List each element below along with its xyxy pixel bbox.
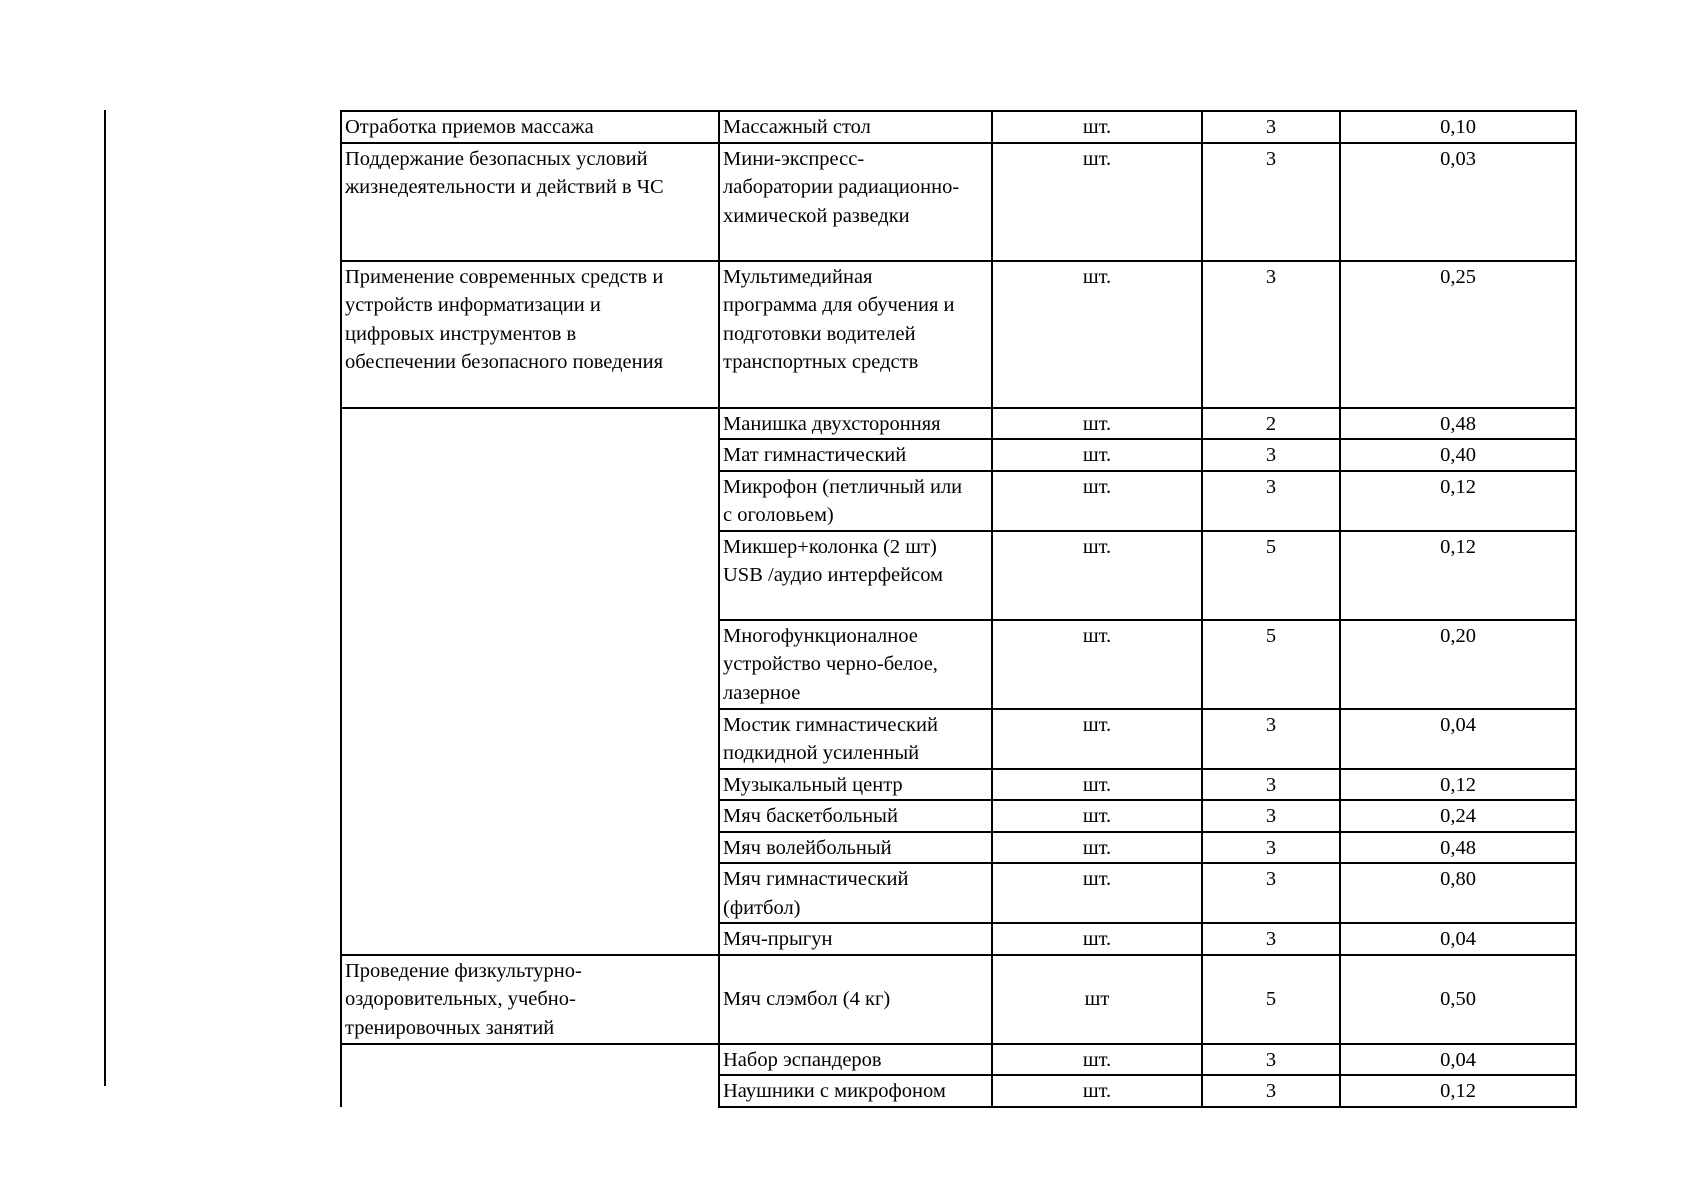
quantity-cell: 3 (1202, 832, 1340, 864)
quantity-cell: 3 (1202, 1044, 1340, 1076)
quantity-cell: 3 (1202, 800, 1340, 832)
unit-cell: шт. (992, 923, 1202, 955)
item-cell: Мультимедийная программа для обучения и подготовки водителей транспортных средств (719, 261, 992, 408)
norm-cell: 0,40 (1340, 439, 1576, 471)
unit-cell: шт. (992, 471, 1202, 531)
item-cell: Манишка двухсторонняя (719, 408, 992, 440)
item-cell: Многофункционалное устройство черно-белое, лазерное (719, 620, 992, 709)
quantity-cell: 3 (1202, 923, 1340, 955)
norm-cell: 0,80 (1340, 863, 1576, 923)
table-row (341, 143, 1576, 261)
quantity-cell: 3 (1202, 261, 1340, 408)
item-cell: Микрофон (петличный или с оголовьем) (719, 471, 992, 531)
item-cell: Музыкальный центр (719, 769, 992, 801)
quantity-cell: 5 (1202, 620, 1340, 709)
unit-cell: шт. (992, 1075, 1202, 1107)
unit-cell: шт. (992, 832, 1202, 864)
norm-cell: 0,48 (1340, 408, 1576, 440)
quantity-cell: 3 (1202, 1075, 1340, 1107)
norm-cell: 0,03 (1340, 143, 1576, 261)
item-cell: Мяч волейбольный (719, 832, 992, 864)
unit-cell: шт. (992, 1044, 1202, 1076)
activity-cell: Отработка приемов массажа (341, 111, 719, 143)
unit-cell: шт. (992, 769, 1202, 801)
norm-cell: 0,12 (1340, 769, 1576, 801)
item-cell: Мяч слэмбол (4 кг) (719, 955, 992, 1044)
norm-cell: 0,25 (1340, 261, 1576, 408)
equipment-table (340, 110, 1577, 1108)
item-cell: Мостик гимнастический подкидной усиленный (719, 709, 992, 769)
quantity-cell: 3 (1202, 111, 1340, 143)
unit-cell: шт. (992, 261, 1202, 408)
activity-cell: Проведение физкультурно- оздоровительных, учебно- тренировочных занятий (341, 955, 719, 1044)
activity-cell-empty (341, 1044, 719, 1107)
quantity-cell: 3 (1202, 709, 1340, 769)
activity-cell: Применение современных средств и устройств информатизации и цифровых инструментов в обеспечении безопасного поведения (341, 261, 719, 408)
norm-cell: 0,12 (1340, 471, 1576, 531)
quantity-cell: 3 (1202, 769, 1340, 801)
norm-cell: 0,20 (1340, 620, 1576, 709)
activity-cell: Поддержание безопасных условий жизнедеятельности и действий в ЧС (341, 143, 719, 261)
unit-cell: шт. (992, 531, 1202, 620)
item-cell: Микшер+колонка (2 шт) USB /аудио интерфейсом (719, 531, 992, 620)
unit-cell: шт. (992, 800, 1202, 832)
item-cell: Массажный стол (719, 111, 992, 143)
norm-cell: 0,10 (1340, 111, 1576, 143)
norm-cell: 0,12 (1340, 1075, 1576, 1107)
table-row (341, 111, 1576, 143)
item-cell: Мат гимнастический (719, 439, 992, 471)
item-cell: Набор эспандеров (719, 1044, 992, 1076)
norm-cell: 0,04 (1340, 923, 1576, 955)
norm-cell: 0,12 (1340, 531, 1576, 620)
norm-cell: 0,24 (1340, 800, 1576, 832)
table-row (341, 1044, 1576, 1076)
left-margin-rule (104, 110, 106, 1086)
quantity-cell: 5 (1202, 531, 1340, 620)
activity-cell-empty (341, 408, 719, 955)
table-row (341, 955, 1576, 1044)
unit-cell: шт. (992, 439, 1202, 471)
unit-cell: шт. (992, 111, 1202, 143)
item-cell: Мини-экспресс- лаборатории радиационно- химической разведки (719, 143, 992, 261)
item-cell: Мяч баскетбольный (719, 800, 992, 832)
norm-cell: 0,50 (1340, 955, 1576, 1044)
table-row (341, 261, 1576, 408)
item-cell: Наушники с микрофоном (719, 1075, 992, 1107)
norm-cell: 0,48 (1340, 832, 1576, 864)
item-cell: Мяч гимнастический (фитбол) (719, 863, 992, 923)
unit-cell: шт. (992, 408, 1202, 440)
unit-cell: шт. (992, 143, 1202, 261)
quantity-cell: 2 (1202, 408, 1340, 440)
unit-cell: шт. (992, 863, 1202, 923)
quantity-cell: 3 (1202, 143, 1340, 261)
unit-cell: шт. (992, 620, 1202, 709)
quantity-cell: 3 (1202, 471, 1340, 531)
table-row (341, 408, 1576, 440)
quantity-cell: 3 (1202, 863, 1340, 923)
unit-cell: шт (992, 955, 1202, 1044)
norm-cell: 0,04 (1340, 709, 1576, 769)
unit-cell: шт. (992, 709, 1202, 769)
norm-cell: 0,04 (1340, 1044, 1576, 1076)
quantity-cell: 3 (1202, 439, 1340, 471)
item-cell: Мяч-прыгун (719, 923, 992, 955)
quantity-cell: 5 (1202, 955, 1340, 1044)
